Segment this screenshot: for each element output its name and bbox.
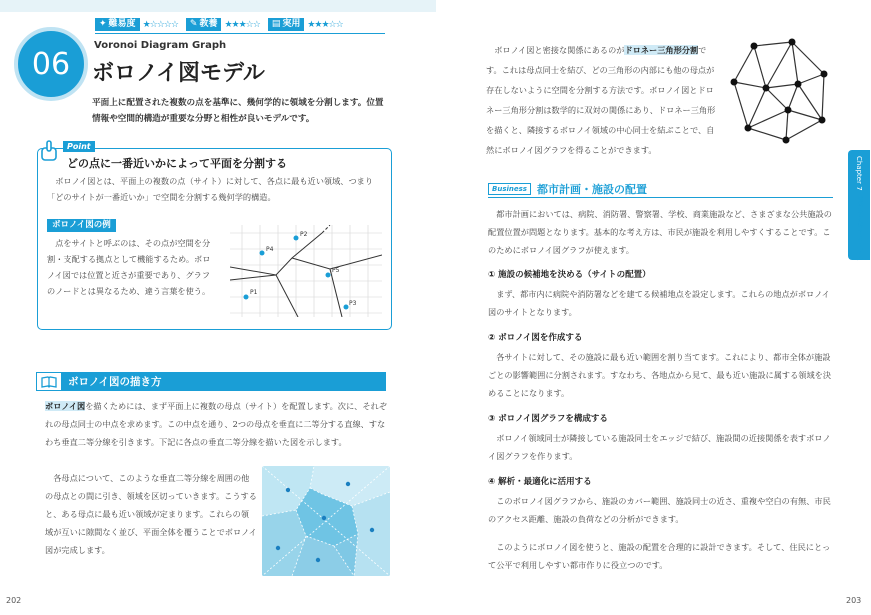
site-p1	[244, 295, 249, 300]
example-body: 点をサイトと呼ぶのは、その点が空間を分割・支配する拠点として機能するため。ボロノイ図では位置と近さが重要であり、グラフのノードとは異なるため、違う言葉を使う。	[47, 238, 211, 296]
label-p3: P3	[349, 300, 357, 307]
top-band	[0, 0, 436, 12]
section-keyword: ボロノイ図	[45, 401, 86, 411]
briefcase-icon: ▤	[271, 19, 281, 29]
label-p5: P5	[332, 267, 340, 274]
section-number: 06	[14, 27, 88, 101]
business-intro: 都市計画においては、病院、消防署、警察署、学校、商業施設など、さまざまな公共施設の配置位置が問題となります。基本的な考え方は、市民が施設を利用しやすくすることです。このためにボロノイ図グラフが使えます。	[488, 209, 832, 255]
page-number-left: 202	[6, 596, 22, 605]
voronoi-diagram-figure	[262, 466, 390, 576]
ratings	[95, 18, 343, 31]
step-3-body: ボロノイ領域同士が隣接している施設同士をエッジで結び、施設間の近接関係を表すボロノイ図グラフを作ります。	[488, 433, 831, 461]
pointing-hand-icon	[39, 140, 65, 162]
delaunay-paragraph: ボロノイ図と密接な関係にあるのがドロネー三角形分割です。これは母点同士を結び、どの三角形の内部にも他の母点が存在しないように空間を分割する方法です。ボロノイ図とドロネー三角形分割は数学的に双対の関係にあり、ドロネー三角形を描くと、隣接するボロノイ領域の中心同士を結ぶことで、自然にボロノイ図グラフを得ることができます。	[486, 45, 716, 155]
section-heading-bar	[36, 372, 386, 391]
business-heading	[488, 181, 647, 197]
point-tag: Point	[63, 141, 95, 152]
conclusion-paragraph: このようにボロノイ図を使うと、施設の配置を合理的に設計できます。そして、住民にとって公平で利用しやすい都市作りに役立つのです。	[488, 542, 831, 570]
delaunay-keyword: ドロネー三角形分割	[624, 45, 699, 55]
subtitle-en: Voronoi Diagram Graph	[94, 40, 227, 51]
lightbulb-icon: ✦	[99, 19, 107, 29]
label-p2: P2	[300, 231, 308, 238]
label-p1: P1	[250, 289, 258, 296]
site-p5	[326, 273, 331, 278]
label-p4: P4	[266, 246, 274, 253]
section-title: ボロノイ図の描き方	[68, 376, 162, 388]
rating-practical: ▤ 実用 ★★★☆☆	[268, 18, 343, 31]
rating-culture: ✎ 教養 ★★★☆☆	[186, 18, 260, 31]
step-3-heading: ③ ボロノイ図グラフを構成する	[488, 414, 608, 424]
difficulty-stars: ★☆☆☆☆	[142, 19, 178, 30]
step-4-heading: ④ 解析・最適化に活用する	[488, 477, 592, 487]
voronoi-example-figure	[230, 225, 382, 317]
page-title: ボロノイ図モデル	[92, 61, 265, 86]
business-divider	[488, 197, 833, 198]
site-p2	[294, 236, 299, 241]
chapter-tab[interactable]: Chapter 7	[848, 150, 870, 260]
right-page	[436, 0, 871, 615]
step-2-heading: ② ボロノイ図を作成する	[488, 333, 583, 343]
step-2-body: 各サイトに対して、その施設に最も近い範囲を割り当てます。これにより、都市全体が施設ごとの影響範囲に分割されます。すなわち、各地点から見て、最も近い施設に属する領域を決めることになります。	[488, 352, 832, 398]
pen-icon: ✎	[189, 19, 198, 29]
example-tag: ボロノイ図の例	[47, 219, 116, 232]
step-1-heading: ① 施設の候補地を決める（サイトの配置）	[488, 270, 651, 280]
practical-stars: ★★★☆☆	[307, 19, 343, 30]
section-paragraph-1: ボロノイ図を描くためには、まず平面上に複数の母点（サイト）を配置します。次に、それぞれの母点同士の中点を求めます。この中点を通り、2つの母点を垂直に二等分する直線、すなわち垂直二等分線を引きます。下記に各点の垂直二等分線を描いた図を示します。	[45, 401, 387, 447]
site-p4	[260, 251, 265, 256]
delaunay-graph-figure	[726, 36, 836, 146]
section-paragraph-2: 各母点について、このような垂直二等分線を周囲の他の母点との間に引き、領域を区切っていきます。こうすると、ある母点に最も近い領域が定まります。これらの領域が互いに隙間なく並び、平面全体を覆うことでボロノイ図が完成します。	[45, 473, 257, 555]
point-body: ボロノイ図とは、平面上の複数の点（サイト）に対して、各点に最も近い領域、つまり「どのサイトが一番近いか」で空間を分割する幾何学的構造。	[47, 176, 374, 202]
page-number-right: 203	[846, 596, 862, 605]
site-p3	[344, 305, 349, 310]
business-tag: Business	[488, 183, 531, 195]
rating-difficulty: ✦ 難易度 ★☆☆☆☆	[95, 18, 178, 31]
chapter-side-label: 構造を記述するモデル	[856, 196, 864, 261]
culture-stars: ★★★☆☆	[224, 19, 260, 30]
ratings-divider	[95, 33, 385, 34]
step-4-body: このボロノイ図グラフから、施設のカバー範囲、施設同士の近さ、重複や空白の有無、市民のアクセス距離、施設の負荷などの分析ができます。	[488, 496, 831, 524]
step-1-body: まず、都市内に病院や消防署などを建てる候補地点を設定します。これらの地点がボロノイ図のサイトとなります。	[488, 289, 830, 317]
lead-text: 平面上に配置された複数の点を基準に、幾何学的に領域を分割します。位置情報や空間的構造が重要な分野と相性が良いモデルです。	[92, 98, 384, 124]
book-icon	[36, 372, 62, 391]
business-title: 都市計画・施設の配置	[536, 183, 647, 196]
point-heading: どの点に一番近いかによって平面を分割する	[67, 157, 287, 170]
